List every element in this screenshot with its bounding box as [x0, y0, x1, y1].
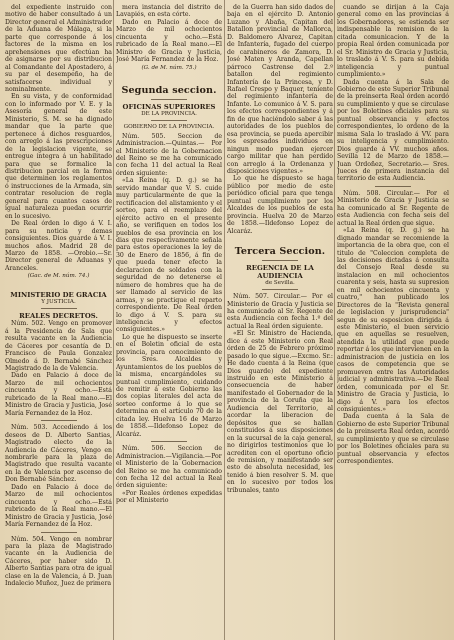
paragraph: Núm. 504. Vengo en nombrar para la plaza de Magistrado vacante en la Audiencia de Cáceres, por haber sido D. Alberto Santias para otra de igual clase en la de Valencia, á D. Juan Indalecio Muñoz, Juez de primera: [5, 535, 112, 588]
column-1: [5, 4, 112, 638]
paragraph: Dado en Palacio á doce de Marzo de mil ochocientos cincuenta y ocho.—Está rubricado de la Real mano.—El Ministro de Gracia y Justicia, José María Fernandez de la Hoz.: [116, 18, 222, 64]
section-heading: Segunda seccion.: [121, 84, 217, 96]
column-3: [227, 4, 333, 638]
paragraph: Núm. 503. Accediendo á los deseos de D. Alberto Santias, Magistrado electo de la Audiencia de Cáceres, Vengo en nombrarle para la plaza de Magistrado que resulta vacante en la de Valencia por ascenso de Don Bernabé Sánchez.: [5, 424, 112, 484]
subheading-small: DE LA PROVINCIA.: [141, 110, 197, 117]
subheading: REGENCIA DE LA AUDIENCIA: [246, 264, 314, 281]
paragraph: cuando se dirijan á la Caja general como en las provincias á los Gobernadores, se estienda ser indispensable la remision de la citada comunicacion. Y de la propia Real órden comunicada por el Sr. Ministro de Gracia y Justicia, lo traslado á V. S. para su debida inteligencia y puntual cumplimiento.»: [337, 4, 449, 79]
source-citation: (Gac. de M. núm. 74.): [27, 273, 90, 280]
column-2: [116, 4, 222, 638]
paragraph: Dado en Palacio á doce de Marzo de mil ochocientos cincuenta y ocho.—Está rubricado de la Real mano.—El Ministro de Gracia y Justicia, José María Fernandez de la Hoz.: [5, 483, 112, 529]
divider: [375, 186, 411, 187]
paragraph: De Real órden lo digo á V. I. para su noticia y demas consiguientes. Dios guarde á V. I. muchos años. Madrid 28 de Marzo de 1858. —Orobio.—Sr. Director general de Aduanas y Aranceles.: [5, 220, 112, 272]
divider: [41, 308, 77, 309]
column-rule: [224, 0, 225, 640]
subheading-small: de Sevilla.: [265, 280, 295, 287]
column-rule: [113, 0, 114, 640]
divider: [151, 99, 187, 100]
paragraph: Núm. 506. Seccion de Administracion.—Vigilancia.—Por el Ministerio de la Gobernacion del Reino se me ha comunicado con fecha 12 del actual la Real órden siguiente:: [116, 445, 222, 490]
paragraph: mera instancia del distrito de Lavapiés, en esta córte.: [116, 4, 222, 19]
divider: [151, 120, 187, 121]
paragraph: «Por Reales órdenes expedidas por el Ministerio: [116, 489, 222, 505]
column-rule: [334, 0, 335, 640]
divider: [151, 441, 187, 442]
paragraph: Dada cuenta á la Sala de Gobierno de este Superior Tribunal de la preinserta Real órden acordó su cumplimiento y que se circulase por los Boletines oficiales para su puntual observancia y efectos correspondientes, lo ordeno de la misma Sala lo traslado á VV. para su inteligencia y cumplimiento. Dios guarde á VV. muchos años. Sevilla 12 de Marzo de 1858.— Juan Ordoñez, Secretario.— Sres. Jueces de primera instancia del territorio de esta Audiencia.: [337, 78, 449, 183]
spacer: [227, 235, 333, 242]
divider: [262, 289, 298, 290]
spacer: [116, 74, 222, 81]
spacer: [5, 282, 112, 289]
divider: [41, 532, 77, 533]
paragraph: del expediente instruido con motivo de haber consultado á un Director general el Administrador de la Aduana de Málaga, si la parte que corresponde á los factores de la misma en los aprehensiones que efectúan ha de asignarse por su distribucion al Comandante del Apostadero, á su par el desempeño, ha de satisfacerse individual y nominalmente.: [5, 4, 112, 93]
paragraph: Núm. 507. Circular.— Por el Ministerio de Gracia y Justicia se ha comunicado al Sr. Regente de esta Audiencia con fecha 1.º del actual la Real órden siguiente.: [227, 293, 333, 330]
paragraph: Dado en Palacio á doce de Marzo de mil ochocientos cincuenta y ocho.—Está rubricado de la Real mano.—El Ministro de Gracia y Justicia, José María Fernandez de la Hoz.: [5, 372, 112, 417]
paragraph: «El Sr. Ministro de Hacienda, dice á este Ministerio con Real órden de 25 de Febrero próximo pasado lo que sigue.—Excmo. Sr.: He dado cuenta á la Reina (que Dios guarde) del expediente instruido en este Ministerio á consecuencia de haber manifestado el Gobernador de la provincia de la Coruña que la Audiencia del Territorio, al acordar la liberacion de depósitos que se hallan constituidos á sus disposiciones en la sucursal de la caja general, no dirigirlos testimonios que lo acrediten con el oportuno oficio de remision, y manifestando ser esto de absoluta necesidad, les tenido á bien resolver S. M. que en lo sucesivo por todos los tribunales, tanto: [227, 330, 333, 494]
source-citation: (G. de M. núm. 75.): [141, 64, 197, 71]
section-heading: Tercera Seccion.: [234, 246, 326, 258]
subheading: REALES DECRETOS.: [19, 312, 98, 321]
divider: [262, 260, 298, 261]
paragraph: Núm. 505. Seccion de Administracion.—Quintas.— Por el Ministerio de la Gobernacion del Reino se me ha comunicado con fecha 11 del actual la Real órden siguiente:: [116, 132, 222, 177]
divider: [41, 420, 77, 421]
paragraph: Lo que he dispuesto se inserte en el Boletin oficial de esta provincia, para conocimiento de los Sres. Alcaldes y Ayuntamientos de los pueblos de la misma, encargándoles su puntual cumplimiento, cuidando de remitir á este Gobierno las dos copias literales del acta de sorteo conforme á lo que se determina en el artículo 70 de la citada ley. Huelva 16 de Marzo de 1858.—Ildefonso Lopez de Alcaráz.: [116, 333, 222, 438]
paragraph: «La Reina (q. D. g.) se ha servido mandar que V. S. cuide muy particularmente de que la rectificacion del alistamiento y el sorteo, para el reemplazo del ejército activo en el presente año, se verifiquen en todos los pueblos de esa provincia en los dias que respectivamente señala para estos operaciones la ley de 30 de Enero de 1856, á fin de que pueda tener efecto la declaracion de soldados con la seguridad de no detenerse el número de hombres que ha de ser llamado al servicio de las armas, y se practique el reparto correspondiente. De Real órden lo digo á V. S. para su inteligencia y efectos consiguientes.»: [116, 177, 222, 334]
paragraph: Dada cuenta á la Sala de Gobierno de este Superior Tribunal de la preinserta Real órden, acordó su cumplimiento y que se circulase por los Boletines oficiales para su puntual observancia y efectos correspondientes.: [337, 413, 449, 466]
paragraph: de la Guerra han sido dados de baja en el ejército D. Antonio Luzano y Abaña, Capitan del Batallon provincial de Mallorca, D. Baldomero Alvarez, Capitan de Infantería, fugado del cuerpo de carabineros de Zamora, D. José Maten y Aranda, Capellan párroco Castrense del 2.º batallon del regimiento Infantería de la Princesa, y D. Rafael Crespo y Baquer, teniente del regimiento infantería de Infante. Lo comunico á V. S. para los efectos correspondientes y á fin de que haciéndolo saber á las autoridades de los pueblos de esa provincia, se pueda apercibir los espresados individuos en ningun modo puedan ejercer cargo militar que han perdido con arreglo á la Ordenanza y disposiciones vigentes.»: [227, 4, 333, 175]
paragraph: Núm. 502. Vengo en promover á la Presidencia de Sala que resulta vacante en la Audiencia de Cáceres por cesantía de D. Francisco de Paula Gonzalez Olmedo á D. Bernabé Sánchez Magistrado de la de Valencia.: [5, 320, 112, 373]
paragraph: Lo que he dispuesto se haga público por medio de este periódico oficial para que tenga puntual cumplimiento por los Alcaldes de los pueblos de esta provincia. Huelva 20 de Marzo de 1858.—Ildefonso Lopez de Alcaráz.: [227, 175, 333, 235]
subheading-small: GOBIERNO DE LA PROVINCIA.: [123, 123, 215, 130]
subheading-small: Y JUSTICIA.: [41, 299, 76, 306]
column-4: [337, 4, 449, 638]
paragraph: «La Reina (q. D. g.) se ha dignado mandar se recomiende la importancia de la obra que, con el titulo de "Coleccion completa de las decisiones dictadas á consulta del Consejo Real desde su instalacion en mil ochocientos cuarenta y seis, hasta su supresion en mil ochocientos cincuenta y cuatro," han publicado los Directores de la "Revista general de legislacion y jurisprudencia" segun de su esposicion dirigida á este Ministerio, el buen servicio que en aquellas se resuelven, atendida la utilidad que puede reportar á los que intervienen en la administracion de justicia en los casos de competencia que se promueven entre las Autoridades judicial y administrativa.—De Real órden, comunicada por el Sr. Ministro de Gracia y Justicia, lo digo á V. para los efectos consiguientes.»: [337, 227, 449, 414]
subheading: OFICINAS SUPERIORES: [122, 102, 216, 111]
paragraph: Núm. 508. Circular.— Por el Ministerio de Gracia y Justicia se ha comunicado al Sr. Regente de esta Audiencia con fecha seis del actual la Real órden que sigue.: [337, 189, 449, 227]
paragraph: En su vista, y de conformidad con lo informado por V. E. y la Asesoría general de este Ministerio, S. M. se ha dignado mandar que la parte que pertenece á dichos resguardos, con arreglo á las prescripciones de la legislacion vigente, se entregue integra á un habilitado para que se formalice la distribucion parcial en la forma que determinen los reglamentos ó instrucciones de la Armada, sin contratar resolucion de regla general para cuantos casos de igual naturaleza puedan ocurrir en lo sucesivo.: [5, 93, 112, 220]
subheading: MINISTERIO DE GRACIA: [10, 291, 107, 300]
